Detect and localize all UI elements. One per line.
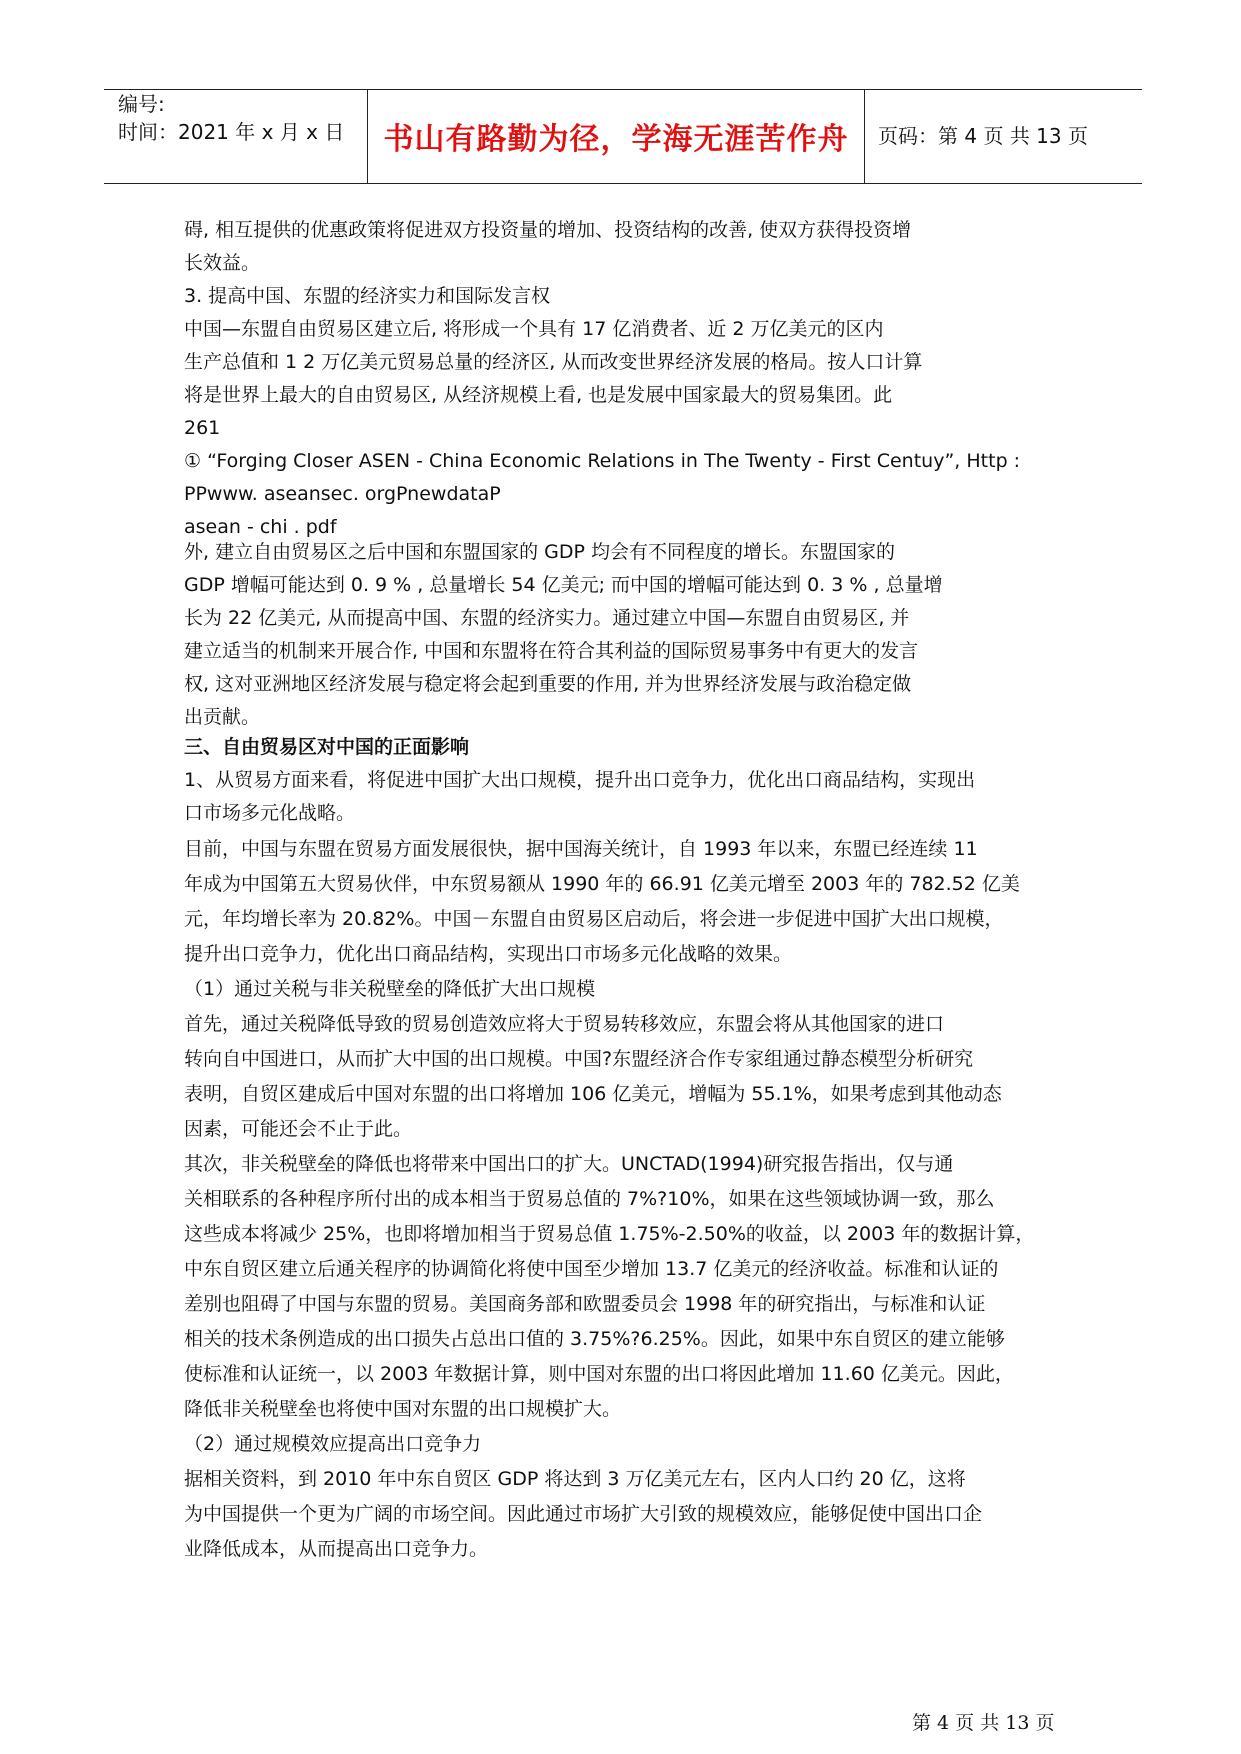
subsection-heading: （1）通过关税与非关税壁垒的降低扩大出口规模 <box>184 978 596 1000</box>
body-line: 年成为中国第五大贸易伙伴，中东贸易额从 1990 年的 66.91 亿美元增至 2003 年的 782.52 亿美 <box>184 873 1020 895</box>
body-line: 目前，中国与东盟在贸易方面发展很快，据中国海关统计，自 1993 年以来，东盟已经连续 11 <box>184 838 978 860</box>
body-line: 这些成本将减少 25%，也即将增加相当于贸易总值 1.75%-2.50%的收益，以 2003 年的数据计算， <box>184 1223 1035 1245</box>
body-line: 元，年均增长率为 20.82%。中国－东盟自由贸易区启动后，将会进一步促进中国扩大出口规模， <box>184 908 1004 930</box>
page-header <box>104 89 1142 184</box>
header-page-number: 页码：第 4 页 共 13 页 <box>878 124 1088 148</box>
body-line: 提升出口竞争力，优化出口商品结构，实现出口市场多元化战略的效果。 <box>184 943 793 965</box>
source-page-number: 261 <box>184 417 221 439</box>
body-line: GDP 增幅可能达到 0. 9 % , 总量增长 54 亿美元; 而中国的增幅可能达到 0. 3 % , 总量增 <box>184 574 943 596</box>
footnote-line: ① “Forging Closer ASEN - China Economic Relations in The Twenty - First Centuy”, Http : <box>184 450 1021 472</box>
body-line: 使标准和认证统一，以 2003 年数据计算，则中国对东盟的出口将因此增加 11.60 亿美元。因此， <box>184 1363 1014 1385</box>
footnote-line: PPwww. aseansec. orgPnewdataP <box>184 483 501 505</box>
header-page-cell <box>864 90 1142 183</box>
section-heading: 三、自由贸易区对中国的正面影响 <box>184 736 470 758</box>
body-line: 据相关资料，到 2010 年中东自贸区 GDP 将达到 3 万亿美元左右，区内人口约 20 亿，这将 <box>184 1468 966 1490</box>
body-line: 1、从贸易方面来看，将促进中国扩大出口规模，提升出口竞争力，优化出口商品结构，实现出 <box>184 769 976 791</box>
body-line: 关相联系的各种程序所付出的成本相当于贸易总值的 7%?10%，如果在这些领域协调一致，那么 <box>184 1188 995 1210</box>
body-line: 因素，可能还会不止于此。 <box>184 1118 413 1140</box>
document-time-label: 时间：2021 年 x 月 x 日 <box>118 120 345 144</box>
body-line: 将是世界上最大的自由贸易区, 从经济规模上看, 也是发展中国家最大的贸易集团。此 <box>184 384 893 406</box>
body-line: 其次，非关税壁垒的降低也将带来中国出口的扩大。UNCTAD(1994)研究报告指出，仅与通 <box>184 1153 954 1175</box>
footnote-line: asean - chi . pdf <box>184 516 337 538</box>
body-line: 表明，自贸区建成后中国对东盟的出口将增加 106 亿美元，增幅为 55.1%，如果考虑到其他动态 <box>184 1083 1002 1105</box>
page-footer: 第 4 页 共 13 页 <box>912 1712 1055 1734</box>
body-line: 为中国提供一个更为广阔的市场空间。因此通过市场扩大引致的规模效应，能够促使中国出口企 <box>184 1503 983 1525</box>
body-line: 长为 22 亿美元, 从而提高中国、东盟的经济实力。通过建立中国—东盟自由贸易区, 并 <box>184 607 910 629</box>
document-number-label: 编号: <box>118 92 165 116</box>
header-motto: 书山有路勤为径，学海无涯苦作舟 <box>383 122 849 157</box>
body-line: 出贡献。 <box>184 706 261 728</box>
body-line: 中国—东盟自由贸易区建立后, 将形成一个具有 17 亿消费者、近 2 万亿美元的区内 <box>184 318 884 340</box>
subsection-heading: （2）通过规模效应提高出口竞争力 <box>184 1433 482 1455</box>
body-line: 转向自中国进口，从而扩大中国的出口规模。中国?东盟经济合作专家组通过静态模型分析研究 <box>184 1048 974 1070</box>
body-line: 长效益。 <box>184 252 261 274</box>
section-heading-3: 3. 提高中国、东盟的经济实力和国际发言权 <box>184 285 551 307</box>
body-line: 生产总值和 1 2 万亿美元贸易总量的经济区, 从而改变世界经济发展的格局。按人口计算 <box>184 351 923 373</box>
body-line: 权, 这对亚洲地区经济发展与稳定将会起到重要的作用, 并为世界经济发展与政治稳定做 <box>184 673 912 695</box>
body-line: 口市场多元化战略。 <box>184 802 356 824</box>
body-line: 业降低成本，从而提高出口竞争力。 <box>184 1538 489 1560</box>
header-motto-cell <box>367 90 865 183</box>
header-meta-cell <box>104 90 367 183</box>
body-line: 碍, 相互提供的优惠政策将促进双方投资量的增加、投资结构的改善, 使双方获得投资增 <box>184 219 912 241</box>
body-line: 相关的技术条例造成的出口损失占总出口值的 3.75%?6.25%。因此，如果中东自贸区的建立能够 <box>184 1328 1005 1350</box>
body-line: 首先，通过关税降低导致的贸易创造效应将大于贸易转移效应，东盟会将从其他国家的进口 <box>184 1013 945 1035</box>
body-line: 差别也阻碍了中国与东盟的贸易。美国商务部和欧盟委员会 1998 年的研究指出，与标准和认证 <box>184 1293 986 1315</box>
body-line: 降低非关税壁垒也将使中国对东盟的出口规模扩大。 <box>184 1398 622 1420</box>
body-line: 建立适当的机制来开展合作, 中国和东盟将在符合其利益的国际贸易事务中有更大的发言 <box>184 640 919 662</box>
body-line: 中东自贸区建立后通关程序的协调简化将使中国至少增加 13.7 亿美元的经济收益。标准和认证的 <box>184 1258 999 1280</box>
body-line: 外, 建立自由贸易区之后中国和东盟国家的 GDP 均会有不同程度的增长。东盟国家的 <box>184 541 895 563</box>
